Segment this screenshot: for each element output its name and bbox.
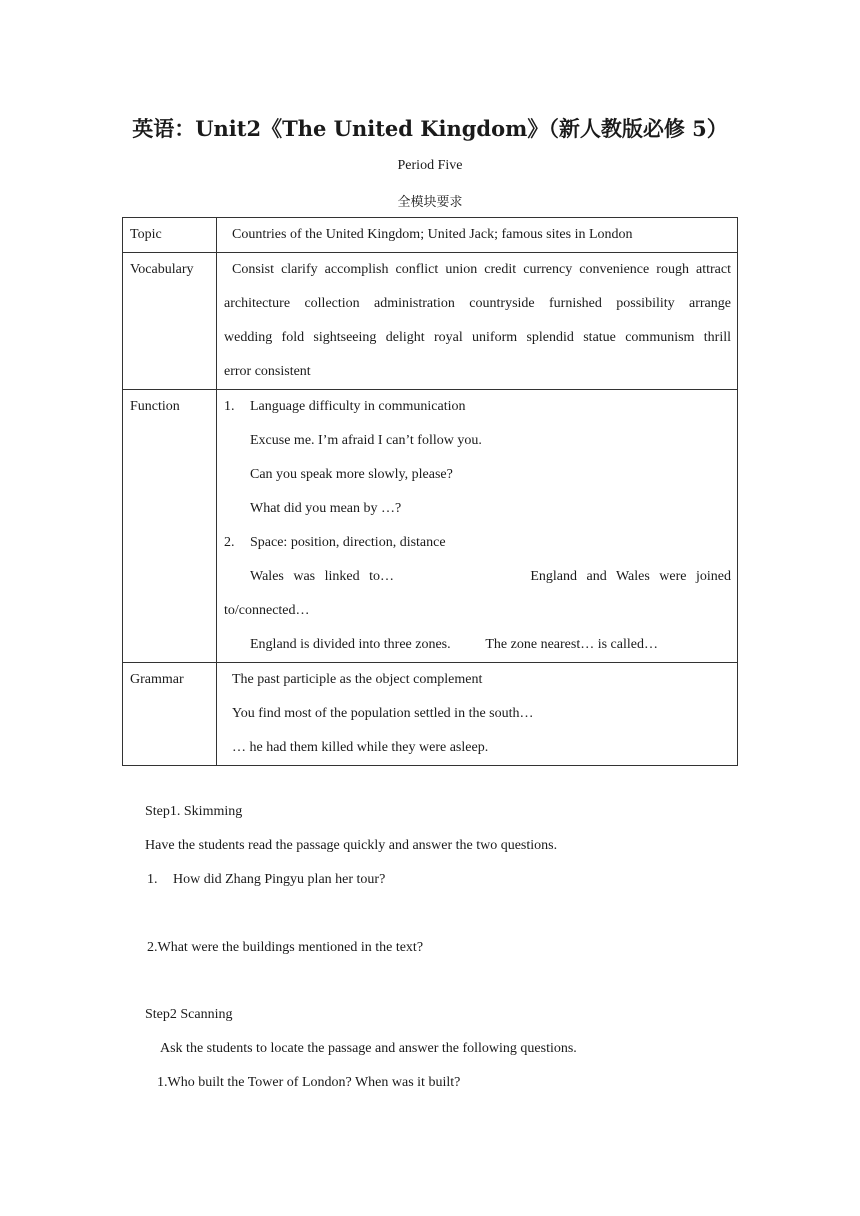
function-item-title: Space: position, direction, distance [250, 535, 446, 550]
table-row-grammar [123, 663, 738, 766]
table-row-function [123, 390, 738, 663]
step2-instruction: Ask the students to locate the passage and answer the following questions. [160, 1041, 577, 1056]
question-text: How did Zhang Pingyu plan her tour? [173, 872, 386, 887]
table-row-topic [123, 218, 738, 253]
vocabulary-line: error consistent [224, 364, 311, 379]
document-title: 英语：Unit2《The United Kingdom》（新人教版必修 5） [132, 116, 728, 141]
step1-question-2: 2.What were the buildings mentioned in the text? [147, 940, 424, 955]
vocabulary-label: Vocabulary [123, 253, 217, 390]
function-example-right: England and Wales were joined [530, 569, 731, 584]
function-example [224, 560, 731, 594]
topic-content: Countries of the United Kingdom; United Jack; famous sites in London [232, 227, 633, 242]
requirement-label: 全模块要求 [397, 195, 463, 210]
function-example: to/connected… [224, 603, 310, 618]
period-label: Period Five [397, 158, 463, 173]
function-example: Can you speak more slowly, please? [250, 467, 453, 482]
vocabulary-line: wedding fold sightseeing delight royal uniform splendid statue communism thrill [224, 330, 731, 345]
requirements-table [122, 217, 738, 766]
function-example-left: England is divided into three zones. [250, 637, 451, 652]
function-label: Function [123, 390, 217, 663]
grammar-line: … he had them killed while they were asleep. [232, 740, 489, 755]
step1-title: Step1. Skimming [145, 804, 243, 819]
vocabulary-line: architecture collection administration countryside furnished possibility arrange [224, 296, 731, 311]
grammar-line: You find most of the population settled in the south… [232, 706, 534, 721]
function-example-left: Wales was linked to… [250, 569, 395, 584]
list-number: 1. [147, 872, 158, 887]
grammar-line: The past participle as the object complement [232, 672, 483, 687]
function-item-2 [224, 526, 731, 560]
vocabulary-line: Consist clarify accomplish conflict union credit currency convenience rough attract [232, 262, 731, 277]
step1-question-1 [147, 872, 385, 888]
function-item-1 [224, 390, 731, 424]
list-number: 1. [224, 399, 235, 414]
step1-instruction: Have the students read the passage quickly and answer the two questions. [145, 838, 558, 853]
function-example-right: The zone nearest… is called… [485, 637, 658, 652]
function-example: Excuse me. I’m afraid I can’t follow you. [250, 433, 482, 448]
table-row-vocabulary [123, 253, 738, 390]
list-number: 2. [224, 535, 235, 550]
function-example [224, 628, 731, 662]
function-item-title: Language difficulty in communication [250, 399, 466, 414]
grammar-label: Grammar [123, 663, 217, 766]
function-example: What did you mean by …? [250, 501, 402, 516]
step2-question-1: 1.Who built the Tower of London? When was it built? [157, 1075, 461, 1090]
step2-title: Step2 Scanning [145, 1007, 233, 1022]
topic-label: Topic [123, 218, 217, 253]
